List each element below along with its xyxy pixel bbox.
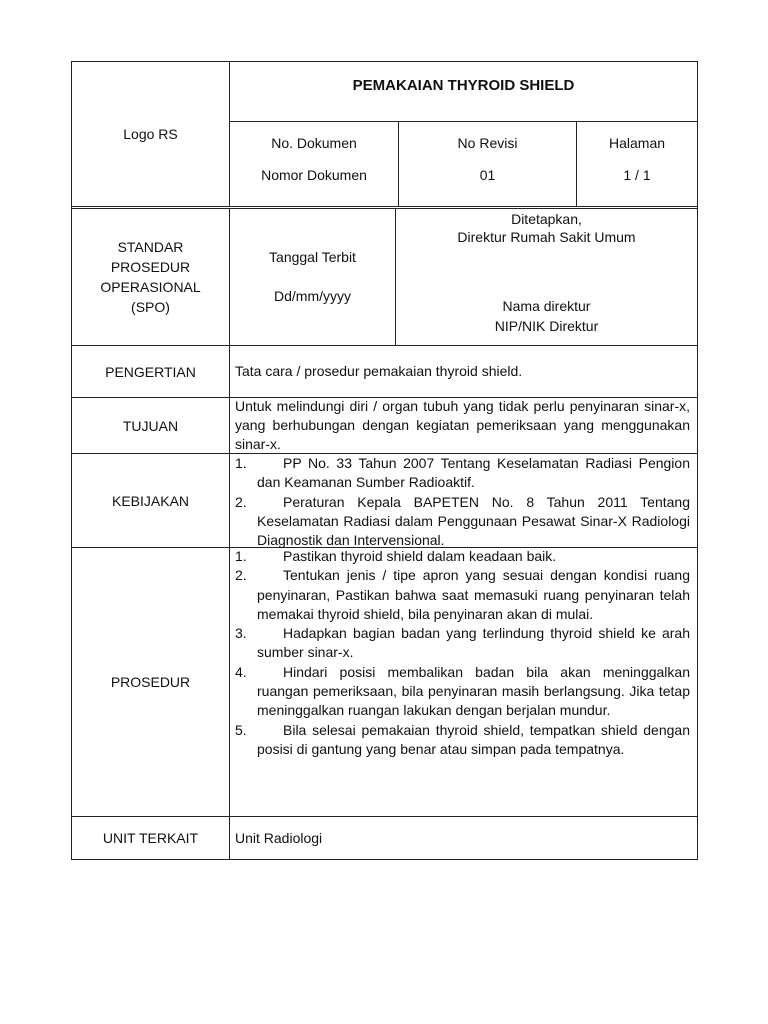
list-item: 3. Hadapkan bagian badan yang terlindung thyroid shield ke arah sumber sinar-x. bbox=[235, 625, 690, 661]
issue-date-label: Tanggal Terbit bbox=[269, 249, 356, 265]
section-text-pengertian: Tata cara / prosedur pemakaian thyroid shield. bbox=[235, 363, 523, 379]
doc-number-label: No. Dokumen bbox=[271, 135, 357, 151]
page-cell bbox=[577, 134, 697, 184]
section-text-unit-terkait: Unit Radiologi bbox=[235, 829, 323, 846]
list-item: 2. Peraturan Kepala BAPETEN No. 8 Tahun 2011 Tentang Keselamatan Radiasi dalam Penggunaan Pesawat Sinar-X Radiologi Diagnostik dan Intervensional. bbox=[235, 493, 690, 549]
list-item: 5. Bila selesai pemakaian thyroid shield, tempatkan shield dengan posisi di gantung yang benar atau simpan pada tempatnya. bbox=[235, 721, 690, 757]
director-nip: NIP/NIK Direktur bbox=[494, 318, 599, 334]
spo-label-line: PROSEDUR bbox=[110, 259, 191, 275]
list-item: 2. Tentukan jenis / tipe apron yang sesuai dengan kondisi ruang penyinaran, Pastikan bahwa saat memasuki ruang penyinaran telah memakai thyroid shield, bila penyinaran akan di mulai. bbox=[235, 567, 690, 622]
issue-date-cell bbox=[230, 248, 395, 305]
issue-date-value: Dd/mm/yyyy bbox=[274, 288, 351, 304]
logo-label: Logo RS bbox=[123, 126, 178, 142]
revision-label: No Revisi bbox=[457, 135, 518, 151]
section-label-tujuan: TUJUAN bbox=[122, 417, 179, 434]
spo-label-cell bbox=[72, 209, 229, 345]
section-divider bbox=[229, 345, 230, 859]
list-item: 1. PP No. 33 Tahun 2007 Tentang Keselamatan Radiasi Pengion dan Keamanan Sumber Radioaktif. bbox=[235, 455, 690, 491]
list-item: 1. Pastikan thyroid shield dalam keadaan baik. bbox=[235, 548, 557, 564]
header-bottom bbox=[71, 206, 698, 207]
section-label-unit-terkait: UNIT TERKAIT bbox=[102, 830, 199, 846]
page-label: Halaman bbox=[608, 135, 666, 151]
section-label-pengertian: PENGERTIAN bbox=[105, 363, 196, 380]
spo-label-line: STANDAR bbox=[117, 239, 184, 255]
doc-number-value: Nomor Dokumen bbox=[261, 167, 367, 183]
director-name: Nama direktur bbox=[502, 298, 591, 314]
approved-label: Ditetapkan, bbox=[511, 211, 582, 227]
border-bottom bbox=[71, 859, 698, 860]
page-value: 1 / 1 bbox=[623, 167, 651, 183]
section-label-prosedur: PROSEDUR bbox=[110, 674, 191, 690]
prosedur-list bbox=[235, 547, 690, 759]
border-right bbox=[697, 61, 698, 859]
approval-cell bbox=[396, 210, 697, 335]
spo-label-line: OPERASIONAL bbox=[100, 279, 201, 295]
doc-number-cell bbox=[230, 134, 398, 184]
list-item: 4. Hindari posisi membalikan badan bila akan meninggalkan ruangan pemeriksaan, bila penyinaran masih berlangsung. Jika tetap meninggalkan ruangan lakukan dengan berjalan mundur. bbox=[235, 663, 690, 719]
section-label-kebijakan: KEBIJAKAN bbox=[111, 492, 190, 509]
section-text-tujuan: Untuk melindungi diri / organ tubuh yang tidak perlu penyinaran sinar-x, yang berhubungan dengan kegiatan pemeriksaan yang menggunakan sinar-x. bbox=[235, 398, 690, 452]
revision-cell bbox=[399, 134, 576, 184]
spo-label-line: (SPO) bbox=[131, 299, 170, 315]
title-divider bbox=[229, 121, 698, 122]
kebijakan-list bbox=[235, 454, 690, 550]
document-title: PEMAKAIAN THYROID SHIELD bbox=[352, 77, 575, 94]
approver-title: Direktur Rumah Sakit Umum bbox=[457, 229, 636, 245]
logo-placeholder bbox=[72, 62, 229, 206]
revision-value: 01 bbox=[479, 167, 496, 183]
